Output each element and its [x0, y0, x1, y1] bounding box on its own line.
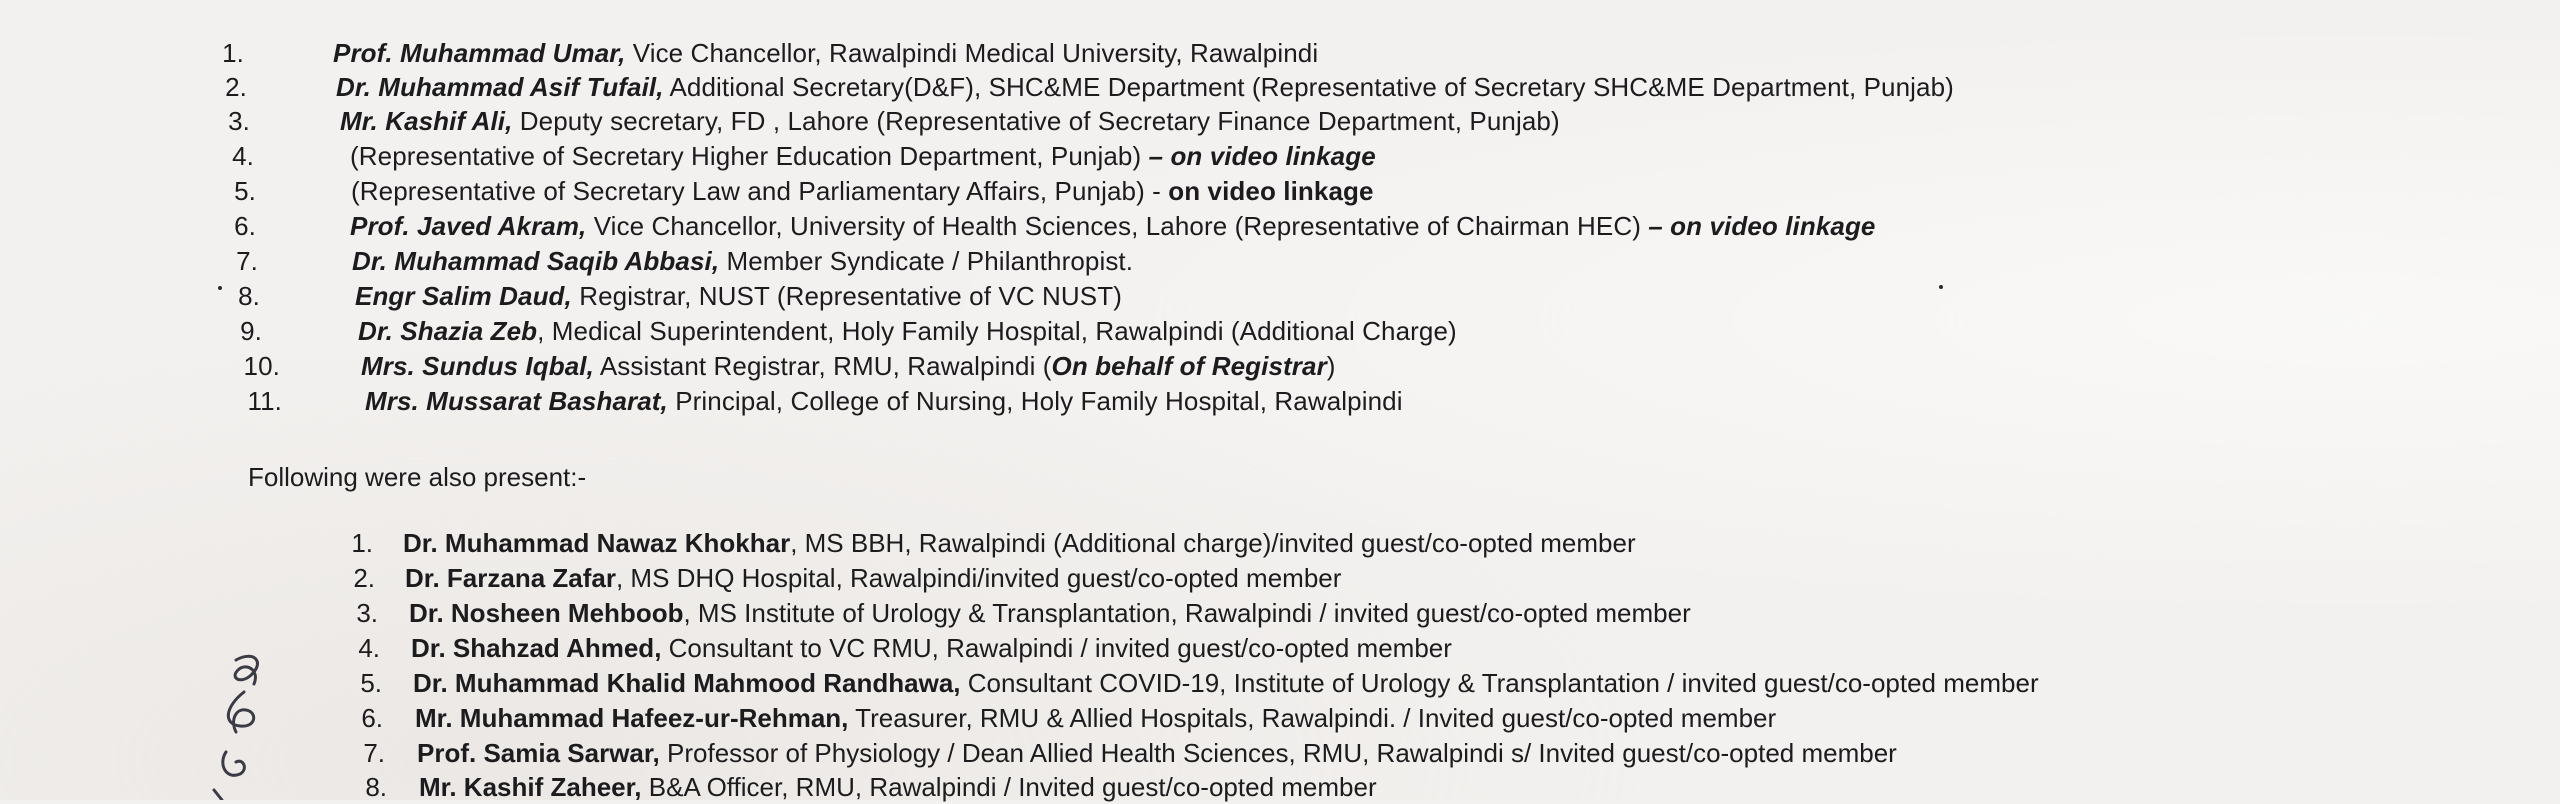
scan-speck [218, 286, 222, 290]
member-description: Vice Chancellor, University of Health Sciences, Lahore (Representative of Chairman HEC) [586, 211, 1649, 241]
present-number: 6. [361, 703, 383, 733]
video-linkage-note: – on video linkage [1148, 141, 1376, 171]
scan-speck [1939, 285, 1943, 289]
member-description: Vice Chancellor, Rawalpindi Medical University, Rawalpindi [625, 38, 1319, 68]
present-description: Consultant to VC RMU, Rawalpindi / invited guest/co-opted member [661, 633, 1452, 663]
video-linkage-note: – on video linkage [1648, 211, 1876, 241]
present-name: Dr. Muhammad Khalid Mahmood Randhawa, [413, 668, 961, 698]
present-description: Professor of Physiology / Dean Allied Health Sciences, RMU, Rawalpindi s/ Invited guest/co-opted member [659, 738, 1897, 768]
member-description: , Medical Superintendent, Holy Family Hospital, Rawalpindi (Additional Charge) [537, 316, 1457, 346]
present-description: Consultant COVID-19, Institute of Urology & Transplantation / invited guest/co-opted member [960, 668, 2039, 698]
member-number: 2. [225, 72, 247, 102]
present-description: , MS BBH, Rawalpindi (Additional charge)/invited guest/co-opted member [790, 528, 1636, 558]
member-number: 8. [238, 281, 260, 311]
member-name: Mrs. Sundus Iqbal, [361, 351, 594, 381]
member-name: Dr. Muhammad Saqib Abbasi, [352, 246, 720, 276]
present-description: B&A Officer, RMU, Rawalpindi / Invited guest/co-opted member [641, 772, 1377, 802]
present-name: Dr. Shahzad Ahmed, [411, 633, 662, 663]
member-number: 6. [234, 211, 256, 241]
member-number: 9. [240, 316, 262, 346]
present-number: 1. [351, 528, 373, 558]
member-name: Mr. Kashif Ali, [340, 106, 513, 136]
present-number: 2. [353, 563, 375, 593]
present-name: Mr. Muhammad Hafeez-ur-Rehman, [415, 703, 849, 733]
member-description: Deputy secretary, FD , Lahore (Representative of Secretary Finance Department, Punjab) [512, 106, 1560, 136]
member-number: 1. [222, 38, 244, 68]
member-number: 7. [236, 246, 258, 276]
also-present-heading: Following were also present:- [248, 462, 587, 492]
member-description: Principal, College of Nursing, Holy Family Hospital, Rawalpindi [667, 386, 1403, 416]
video-linkage-note: on video linkage [1168, 176, 1374, 206]
member-number: 11. [247, 386, 282, 416]
member-description: Registrar, NUST (Representative of VC NUST) [571, 281, 1122, 311]
member-name: Dr. Shazia Zeb [358, 316, 538, 346]
member-description: (Representative of Secretary Higher Education Department, Punjab) [350, 141, 1149, 171]
on-behalf-note: On behalf of Registrar [1051, 351, 1327, 381]
member-number: 3. [228, 106, 250, 136]
member-number: 10. [243, 351, 280, 381]
present-number: 3. [356, 598, 378, 628]
member-name: Engr Salim Daud, [355, 281, 572, 311]
handwritten-signature [196, 640, 286, 800]
member-number: 5. [234, 176, 256, 206]
member-name: Mrs. Mussarat Basharat, [365, 386, 668, 416]
closing-paren: ) [1326, 351, 1336, 381]
present-description: , MS DHQ Hospital, Rawalpindi/invited guest/co-opted member [615, 563, 1342, 593]
present-name: Mr. Kashif Zaheer, [419, 772, 642, 802]
present-number: 8. [365, 772, 387, 802]
member-name: Prof. Muhammad Umar, [333, 38, 626, 68]
present-name: Prof. Samia Sarwar, [417, 738, 660, 768]
present-number: 5. [360, 668, 382, 698]
member-description: (Representative of Secretary Law and Parliamentary Affairs, Punjab) - [351, 176, 1169, 206]
present-number: 4. [358, 633, 380, 663]
member-description: Additional Secretary(D&F), SHC&ME Department (Representative of Secretary SHC&ME Department, Punjab) [663, 72, 1954, 102]
member-name: Prof. Javed Akram, [350, 211, 587, 241]
present-name: Dr. Muhammad Nawaz Khokhar [403, 528, 791, 558]
present-name: Dr. Farzana Zafar [405, 563, 616, 593]
present-name: Dr. Nosheen Mehboob [409, 598, 684, 628]
present-description: Treasurer, RMU & Allied Hospitals, Rawalpindi. / Invited guest/co-opted member [848, 703, 1777, 733]
member-number: 4. [232, 141, 254, 171]
member-description: Member Syndicate / Philanthropist. [719, 246, 1134, 276]
present-number: 7. [363, 738, 385, 768]
member-name: Dr. Muhammad Asif Tufail, [336, 72, 664, 102]
member-description: Assistant Registrar, RMU, Rawalpindi ( [593, 351, 1052, 381]
present-description: , MS Institute of Urology & Transplantation, Rawalpindi / invited guest/co-opted member [683, 598, 1691, 628]
